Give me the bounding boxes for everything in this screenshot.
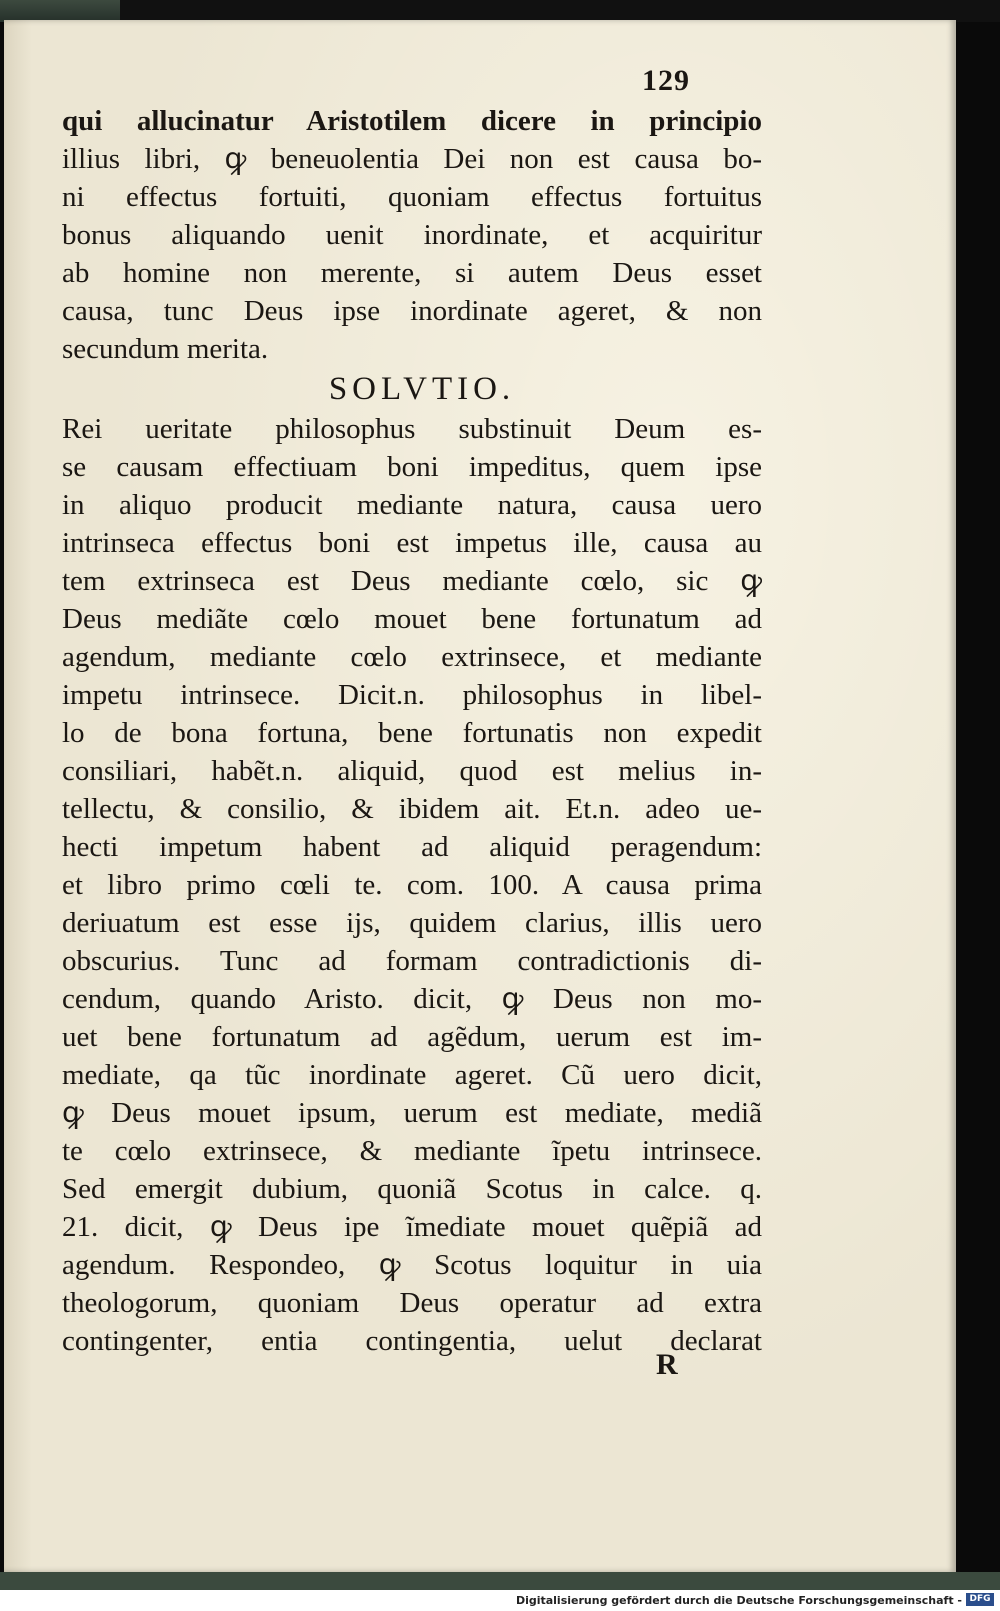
text-line: cendum, quando Aristo. dicit, ꝙ Deus non mo- — [62, 983, 762, 1015]
text-line: hecti impetum habent ad aliquid peragendum: — [62, 831, 762, 863]
text-line: contingenter, entia contingentia, uelut declarat — [62, 1325, 762, 1357]
text-line: illius libri, ꝙ beneuolentia Dei non est causa bo- — [62, 143, 762, 175]
text-line: impetu intrinsece. Dicit.n. philosophus in libel- — [62, 679, 762, 711]
text-line: et libro primo cœli te. com. 100. A causa prima — [62, 869, 762, 901]
text-line: theologorum, quoniam Deus operatur ad extra — [62, 1287, 762, 1319]
binding-bottom-edge — [0, 1572, 1000, 1590]
text-line: lo de bona fortuna, bene fortunatis non expedit — [62, 717, 762, 749]
text-line: 21. dicit, ꝙ Deus ipe ĩmediate mouet quẽpiã ad — [62, 1211, 762, 1243]
text-line: Rei ueritate philosophus substinuit Deum es- — [62, 413, 762, 445]
dfg-logo-icon: DFG — [966, 1593, 994, 1606]
binding-tab — [0, 0, 120, 22]
text-line: ꝙ Deus mouet ipsum, uerum est mediate, mediã — [62, 1097, 762, 1129]
text-line: Deus mediãte cœlo mouet bene fortunatum ad — [62, 603, 762, 635]
text-line: qui allucinatur Aristotilem dicere in principio — [62, 105, 762, 137]
text-line: mediate, qa tũc inordinate ageret. Cũ uero dicit, — [62, 1059, 762, 1091]
text-line: bonus aliquando uenit inordinate, et acquiritur — [62, 219, 762, 251]
catchword: R — [656, 1348, 678, 1381]
text-line: ni effectus fortuiti, quoniam effectus fortuitus — [62, 181, 762, 213]
text-line: intrinseca effectus boni est impetus ille, causa au — [62, 527, 762, 559]
text-line: tellectu, & consilio, & ibidem ait. Et.n. adeo ue- — [62, 793, 762, 825]
text-line: se causam effectiuam boni impeditus, quem ipse — [62, 451, 762, 483]
text-line: consiliari, habẽt.n. aliquid, quod est melius in- — [62, 755, 762, 787]
text-line: uet bene fortunatum ad agẽdum, uerum est im- — [62, 1021, 762, 1053]
funding-notice: Digitalisierung gefördert durch die Deutsche Forschungsgemeinschaft - — [515, 1594, 962, 1607]
text-line: secundum merita. — [62, 333, 269, 365]
text-line: obscurius. Tunc ad formam contradictionis di- — [62, 945, 762, 977]
text-line: tem extrinseca est Deus mediante cœlo, sic ꝙ — [62, 565, 762, 597]
text-line: agendum. Respondeo, ꝙ Scotus loquitur in uia — [62, 1249, 762, 1281]
text-line: Sed emergit dubium, quoniã Scotus in calce. q. — [62, 1173, 762, 1205]
text-line: deriuatum est esse ijs, quidem clarius, illis uero — [62, 907, 762, 939]
scan-top-edge — [0, 0, 1000, 22]
page-text — [62, 102, 762, 1360]
section-heading: SOLVTIO. — [328, 371, 516, 407]
text-line: ab homine non merente, si autem Deus esset — [62, 257, 762, 289]
text-line: agendum, mediante cœlo extrinsece, et mediante — [62, 641, 762, 673]
page-number: 129 — [642, 64, 690, 97]
text-line: in aliquo producit mediante natura, causa uero — [62, 489, 762, 521]
text-line: te cœlo extrinsece, & mediante ĩpetu intrinsece. — [62, 1135, 762, 1167]
text-line: causa, tunc Deus ipse inordinate ageret, & non — [62, 295, 762, 327]
